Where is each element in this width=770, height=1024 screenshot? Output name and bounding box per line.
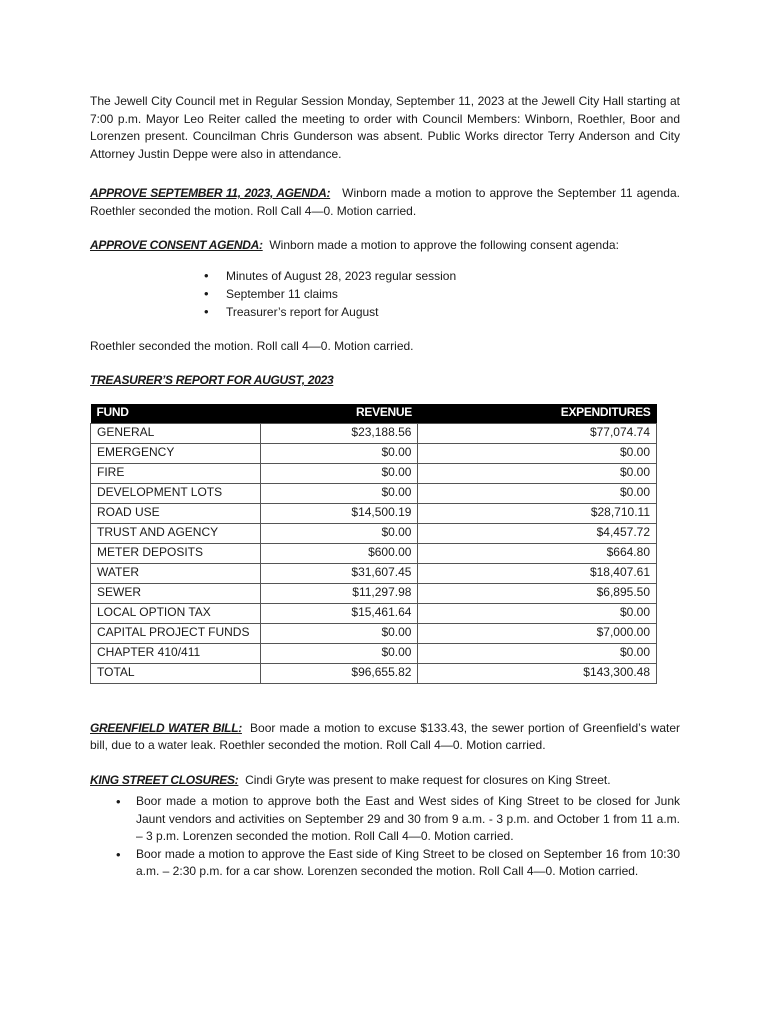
table-row [91, 503, 657, 523]
fund-cell: SEWER [91, 583, 261, 603]
consent-item: • Treasurer’s report for August [226, 303, 680, 321]
expenditure-cell: $0.00 [418, 603, 657, 623]
revenue-cell: $31,607.45 [260, 563, 418, 583]
greenfield-section [90, 720, 680, 755]
table-total-row [91, 663, 657, 683]
king-list [90, 793, 680, 881]
consent-heading: APPROVE CONSENT AGENDA: [90, 238, 263, 252]
revenue-cell: $96,655.82 [260, 663, 418, 683]
column-header-expenditures: EXPENDITURES [418, 404, 657, 424]
king-section [90, 772, 680, 790]
column-header-revenue: REVENUE [260, 404, 418, 424]
table-row [91, 423, 657, 443]
table-row [91, 563, 657, 583]
agenda-text: Winborn made a motion to approve the September 11 agenda. Roethler seconded the motion. Roll Call 4—0. Motion carried. [90, 186, 680, 218]
expenditure-cell: $0.00 [418, 443, 657, 463]
expenditure-cell: $6,895.50 [418, 583, 657, 603]
expenditure-cell: $143,300.48 [418, 663, 657, 683]
greenfield-heading: GREENFIELD WATER BILL: [90, 720, 242, 735]
revenue-cell: $15,461.64 [260, 603, 418, 623]
expenditure-cell: $28,710.11 [418, 503, 657, 523]
fund-cell: FIRE [91, 463, 261, 483]
table-row [91, 483, 657, 503]
table-row [91, 463, 657, 483]
fund-cell: TOTAL [91, 663, 261, 683]
revenue-cell: $0.00 [260, 523, 418, 543]
consent-text: Winborn made a motion to approve the following consent agenda: [269, 238, 619, 252]
expenditure-cell: $0.00 [418, 463, 657, 483]
treasurer-section [90, 372, 680, 390]
fund-cell: TRUST AND AGENCY [91, 523, 261, 543]
fund-cell: WATER [91, 563, 261, 583]
expenditure-cell: $18,407.61 [418, 563, 657, 583]
revenue-cell: $14,500.19 [260, 503, 418, 523]
revenue-cell: $600.00 [260, 543, 418, 563]
expenditure-cell: $664.80 [418, 543, 657, 563]
expenditure-cell: $77,074.74 [418, 423, 657, 443]
fund-cell: METER DEPOSITS [91, 543, 261, 563]
fund-cell: EMERGENCY [91, 443, 261, 463]
consent-item: • September 11 claims [226, 285, 680, 303]
greenfield-text: Boor made a motion to excuse $133.43, the sewer portion of Greenfield’s water bill, due to a water leak. Roethler seconded the motion. Roll Call 4—0. Motion carried. [90, 720, 680, 752]
expenditure-cell: $4,457.72 [418, 523, 657, 543]
revenue-cell: $23,188.56 [260, 423, 418, 443]
revenue-cell: $0.00 [260, 643, 418, 663]
consent-section [90, 237, 680, 255]
table-header-row [91, 404, 657, 424]
table-row [91, 543, 657, 563]
intro-paragraph: The Jewell City Council met in Regular Session Monday, September 11, 2023 at the Jewell City Hall starting at 7:00 p.m. Mayor Leo Reiter called the meeting to order with Council Members: Winborn, Roethler, Boor and Lorenzen present. Councilman Chris Gunderson was absent. Public Works director Terry Anderson and City Attorney Justin Deppe were also in attendance. [90, 94, 680, 161]
treasurer-table [90, 404, 657, 684]
table-row [91, 523, 657, 543]
treasurer-heading: TREASURER’S REPORT FOR AUGUST, 2023 [90, 373, 334, 387]
expenditure-cell: $0.00 [418, 483, 657, 503]
revenue-cell: $11,297.98 [260, 583, 418, 603]
table-row [91, 583, 657, 603]
fund-cell: CHAPTER 410/411 [91, 643, 261, 663]
table-row [91, 443, 657, 463]
table-row [91, 643, 657, 663]
fund-cell: CAPITAL PROJECT FUNDS [91, 623, 261, 643]
revenue-cell: $0.00 [260, 483, 418, 503]
table-row [91, 623, 657, 643]
revenue-cell: $0.00 [260, 443, 418, 463]
column-header-fund: FUND [91, 404, 261, 424]
king-text: Cindi Gryte was present to make request for closures on King Street. [245, 772, 611, 787]
revenue-cell: $0.00 [260, 463, 418, 483]
fund-cell: LOCAL OPTION TAX [91, 603, 261, 623]
consent-closing: Roethler seconded the motion. Roll call 4—0. Motion carried. [90, 338, 414, 353]
agenda-section [90, 185, 680, 220]
expenditure-cell: $7,000.00 [418, 623, 657, 643]
table-row [91, 603, 657, 623]
revenue-cell: $0.00 [260, 623, 418, 643]
fund-cell: DEVELOPMENT LOTS [91, 483, 261, 503]
king-item: • Boor made a motion to approve both the East and West sides of King Street to be closed for Junk Jaunt vendors and activities on September 29 and 30 from 9 a.m. - 3 p.m. and October 1 from 11 a.m. – 3 p.m. Lorenzen seconded the motion. Roll Call 4—0. Motion carried. [136, 793, 680, 846]
fund-cell: GENERAL [91, 423, 261, 443]
king-heading: KING STREET CLOSURES: [90, 772, 239, 787]
minutes-document [90, 93, 680, 881]
agenda-heading: APPROVE SEPTEMBER 11, 2023, AGENDA: [90, 186, 331, 200]
king-item: • Boor made a motion to approve the East side of King Street to be closed on September 16 from 10:30 a.m. – 2:30 p.m. for a car show. Lorenzen seconded the motion. Roll Call 4—0. Motion carried. [136, 846, 680, 881]
expenditure-cell: $0.00 [418, 643, 657, 663]
consent-list [90, 267, 680, 321]
consent-item: • Minutes of August 28, 2023 regular session [226, 267, 680, 285]
fund-cell: ROAD USE [91, 503, 261, 523]
